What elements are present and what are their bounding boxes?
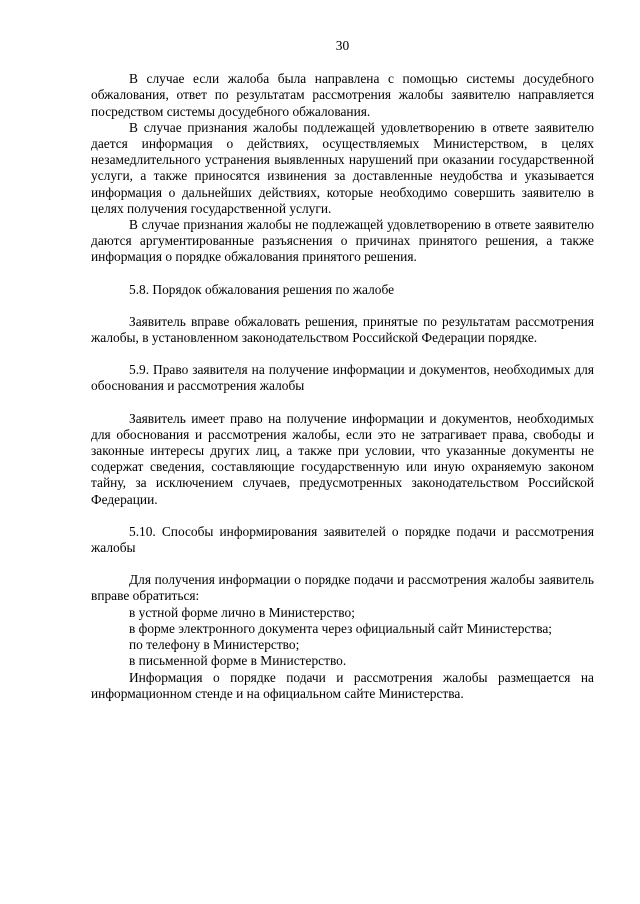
paragraph-info-placement: Информация о порядке подачи и рассмотрения жалобы размещается на информационном стенде и на официальном сайте Министерства. (91, 669, 594, 701)
paragraph-complaint-not-satisfied: В случае признания жалобы не подлежащей удовлетворению в ответе заявителю даются аргументированные разъяснения о причинах принятого решения, а также информация о порядке обжалования принятого решения. (91, 217, 594, 265)
spacer (91, 508, 594, 524)
list-item-in-person: в устной форме лично в Министерство; (129, 604, 355, 620)
paragraph-appeal-right: Заявитель вправе обжаловать решения, принятые по результатам рассмотрения жалобы, в установленном законодательством Российской Федерации порядке. (91, 313, 594, 346)
paragraph-complaint-satisfied: В случае признания жалобы подлежащей удовлетворению в ответе заявителю дается информация о действиях, осуществляемых Министерством, в целях незамедлительного устранения выявленных нарушений при оказании государственной услуги, а также приносятся извинения за доставленные неудобства и указывается информация о дальнейших действиях, которые необходимо совершить заявителю в целях получения государственной услуги. (91, 119, 594, 216)
section-heading-5-8: 5.8. Порядок обжалования решения по жалобе (129, 281, 395, 297)
spacer (91, 346, 594, 362)
spacer (91, 298, 594, 314)
document-page (91, 38, 594, 702)
paragraph-information-right: Заявитель имеет право на получение информации и документов, необходимых для обоснования и рассмотрения жалобы, если это не затрагивает права, свободы и законные интересы других лиц, а также при условии, что указанные документы не содержат сведения, составляющие государственную или иную охраняемую законом тайну, за исключением случаев, предусмотренных законодательством Российской Федерации. (91, 410, 594, 507)
section-heading-5-9: 5.9. Право заявителя на получение информации и документов, необходимых для обоснования и рассмотрения жалобы (91, 362, 594, 394)
spacer (91, 395, 594, 411)
page-number: 30 (335, 38, 350, 53)
spacer (91, 266, 594, 282)
paragraph-pretrial-system-response: В случае если жалоба была направлена с помощью системы досудебного обжалования, ответ по результатам рассмотрения жалобы заявителю направляется посредством системы досудебного обжалования. (91, 71, 594, 119)
list-item-written: в письменной форме в Министерство. (129, 653, 347, 669)
paragraph-how-to-get-info: Для получения информации о порядке подачи и рассмотрения жалобы заявитель вправе обратиться: (91, 572, 594, 604)
spacer (91, 556, 594, 572)
section-heading-5-10: 5.10. Способы информирования заявителей о порядке подачи и рассмотрения жалобы (91, 523, 594, 556)
list-item-phone: по телефону в Министерство; (129, 637, 300, 653)
list-item-electronic: в форме электронного документа через официальный сайт Министерства; (129, 620, 553, 636)
